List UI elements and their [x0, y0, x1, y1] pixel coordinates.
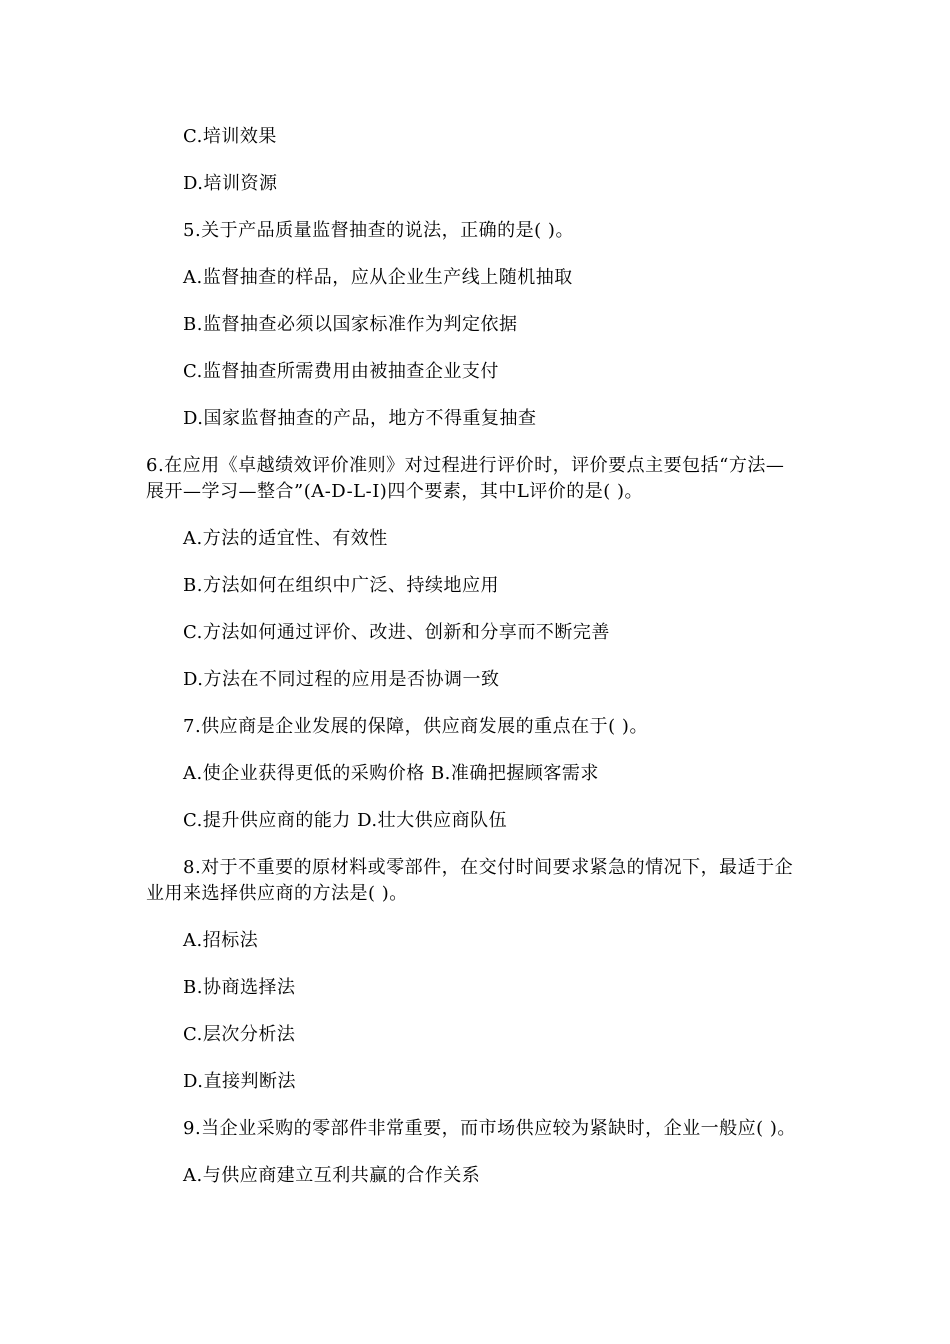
option-line: C.监督抽查所需费用由被抽查企业支付 [183, 361, 499, 382]
option-line: D.国家监督抽查的产品，地方不得重复抽查 [183, 408, 537, 429]
option-line: D.直接判断法 [183, 1071, 297, 1092]
option-line: C.方法如何通过评价、改进、创新和分享而不断完善 [183, 622, 610, 643]
option-line: A.方法的适宜性、有效性 [183, 528, 388, 549]
question-line: 7.供应商是企业发展的保障，供应商发展的重点在于( )。 [183, 716, 648, 737]
option-line: C.提升供应商的能力 D.壮大供应商队伍 [183, 810, 508, 831]
option-line: A.招标法 [183, 930, 259, 951]
option-line: D.方法在不同过程的应用是否协调一致 [183, 669, 500, 690]
question-line: 6.在应用《卓越绩效评价准则》对过程进行评价时，评价要点主要包括“方法— [146, 455, 785, 476]
option-line: B.监督抽查必须以国家标准作为判定依据 [183, 314, 518, 335]
option-line: B.方法如何在组织中广泛、持续地应用 [183, 575, 499, 596]
question-line: 业用来选择供应商的方法是( )。 [146, 883, 408, 904]
option-line: C.层次分析法 [183, 1024, 296, 1045]
question-line: 8.对于不重要的原材料或零部件，在交付时间要求紧急的情况下，最适于企 [183, 857, 794, 878]
question-line: 5.关于产品质量监督抽查的说法，正确的是( )。 [183, 220, 574, 241]
option-line: A.与供应商建立互利共赢的合作关系 [183, 1165, 481, 1186]
question-line: 9.当企业采购的零部件非常重要，而市场供应较为紧缺时，企业一般应( )。 [183, 1118, 796, 1139]
option-line: D.培训资源 [183, 173, 278, 194]
question-line: 展开—学习—整合”(A-D-L-I)四个要素，其中L评价的是( )。 [146, 481, 644, 502]
option-line: C.培训效果 [183, 126, 277, 147]
option-line: B.协商选择法 [183, 977, 296, 998]
option-line: A.使企业获得更低的采购价格 B.准确把握顾客需求 [183, 763, 599, 784]
option-line: A.监督抽查的样品，应从企业生产线上随机抽取 [183, 267, 573, 288]
